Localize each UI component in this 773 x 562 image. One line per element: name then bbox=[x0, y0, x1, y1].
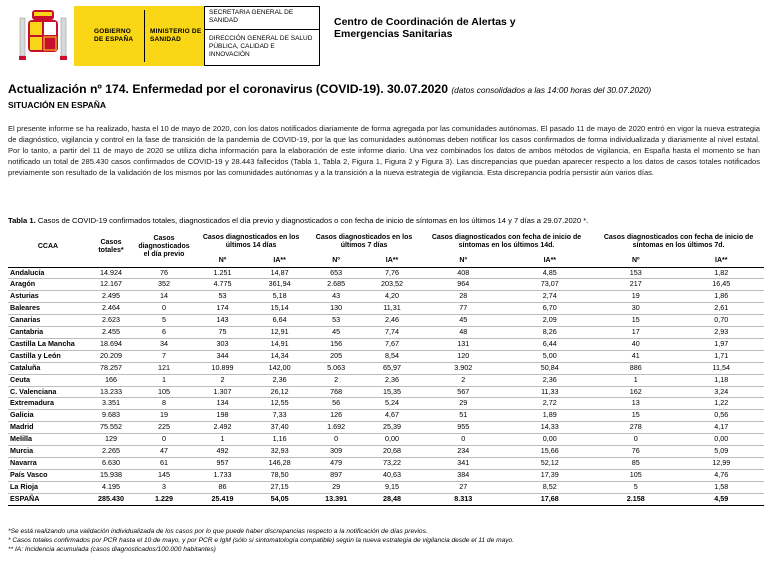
cell-value: 955 bbox=[457, 422, 470, 432]
cell-value: 78,50 bbox=[270, 469, 289, 479]
cell-value: 77 bbox=[459, 303, 468, 313]
cell-ccaa: Cataluña bbox=[10, 362, 41, 372]
cell-value: 15 bbox=[631, 410, 640, 420]
header-sint7: Casos diagnosticados con fecha de inicio de síntomas en los últimos 7d. bbox=[603, 233, 754, 249]
cell-value: 50,84 bbox=[540, 362, 559, 372]
cell-value: 341 bbox=[457, 458, 470, 467]
table-row bbox=[8, 386, 764, 398]
secretaria-label: SECRETARIA GENERAL DE SANIDAD bbox=[205, 7, 319, 30]
cell-value: 34 bbox=[160, 338, 168, 348]
cell-value: 0,00 bbox=[714, 434, 729, 444]
cell-value: 2,46 bbox=[384, 315, 399, 325]
footnote: ** IA: Incidencia acumulada (casos diagnosticados/100.000 habitantes) bbox=[8, 546, 216, 553]
cell-value: 40,63 bbox=[382, 469, 401, 479]
table-total-row bbox=[8, 493, 764, 505]
cell-value: 20,68 bbox=[382, 446, 401, 456]
cell-value: 2,93 bbox=[714, 327, 729, 337]
paragraph-1: El presente informe se ha realizado, hasta el 10 de mayo de 2020, con los datos notificados diariamente de forma agregada por las comunidades autónomas. El pasado 11 de mayo de 2020 entró en vigor la nueva estrategia de diagnóstico, vigilancia y control en la fase de transición de la pandemia de COVID-19, por la que las comunidades autónomas deben notificar los casos confirmados de forma individualizada y diariamente al nivel estatal. Por lo tanto, a partir del 11 de mayo de 2020 se utiliza dicha información para la elaboración de este informe diario. bbox=[8, 124, 760, 155]
cell-value: 75.552 bbox=[100, 422, 122, 432]
cell-value: 153 bbox=[629, 267, 642, 277]
cell-value: 198 bbox=[216, 410, 229, 420]
cell-ccaa: ESPAÑA bbox=[10, 493, 40, 503]
cell-value: 14,91 bbox=[270, 338, 289, 348]
cell-value: 1.307 bbox=[213, 386, 232, 396]
ccaes-label: Centro de Coordinación de Alertas y Emergencias Sanitarias bbox=[334, 16, 516, 40]
cell-value: 174 bbox=[216, 303, 229, 313]
cell-value: 15,66 bbox=[540, 446, 559, 456]
cell-value: 285.430 bbox=[98, 493, 124, 503]
cell-value: 897 bbox=[330, 469, 343, 479]
cell-value: 2.623 bbox=[102, 315, 120, 325]
cell-value: 6.630 bbox=[102, 458, 120, 467]
cell-ccaa: Canarias bbox=[10, 315, 41, 325]
cell-value: 75 bbox=[218, 327, 227, 337]
cell-value: 28 bbox=[459, 291, 468, 301]
cell-value: 2,61 bbox=[714, 303, 729, 313]
cell-value: 166 bbox=[105, 374, 117, 384]
cell-value: 3 bbox=[162, 481, 166, 491]
cell-value: 4.195 bbox=[102, 481, 120, 491]
cell-value: 14.924 bbox=[100, 267, 122, 277]
header-casos-totales: Casos totales* bbox=[98, 239, 124, 255]
cell-value: 65,97 bbox=[382, 362, 401, 372]
cell-value: 85 bbox=[631, 458, 640, 467]
cell-value: 2.495 bbox=[102, 291, 120, 301]
cell-ccaa: Cantabria bbox=[10, 327, 44, 337]
cell-value: 13 bbox=[631, 398, 640, 408]
cell-value: 1,16 bbox=[272, 434, 287, 444]
cell-value: 17,68 bbox=[540, 493, 559, 503]
cell-value: 45 bbox=[332, 327, 341, 337]
cell-value: 4,76 bbox=[714, 469, 729, 479]
cell-value: 0 bbox=[334, 434, 339, 444]
header-n: Nº bbox=[332, 257, 340, 265]
cell-value: 12.167 bbox=[100, 279, 122, 289]
cell-ccaa: Navarra bbox=[10, 458, 37, 467]
cell-value: 1,58 bbox=[714, 481, 729, 491]
cell-ccaa: Aragón bbox=[10, 279, 36, 289]
header-ia: IA** bbox=[385, 257, 399, 265]
header-ccaa: CCAA bbox=[37, 243, 59, 251]
cell-value: 6,44 bbox=[542, 338, 557, 348]
cell-value: 1 bbox=[220, 434, 225, 444]
cell-value: 2.685 bbox=[327, 279, 346, 289]
cell-value: 29 bbox=[459, 398, 468, 408]
cell-ccaa: Galicia bbox=[10, 410, 34, 420]
cell-value: 13.391 bbox=[325, 493, 348, 503]
cell-value: 13.233 bbox=[100, 386, 122, 396]
table-caption-text: Casos de COVID-19 confirmados totales, diagnosticados el día previo y diagnosticados o con fecha de inicio de síntomas en los últimos 14 y 7 días a 29.07.2020 *. bbox=[37, 216, 589, 225]
cell-value: 2.464 bbox=[102, 303, 120, 313]
cell-value: 0 bbox=[633, 434, 638, 444]
cell-value: 567 bbox=[457, 386, 470, 396]
title-main: Actualización nº 174. Enfermedad por el coronavirus (COVID-19). 30.07.2020 bbox=[8, 82, 448, 96]
cell-ccaa: Madrid bbox=[10, 422, 34, 432]
report-header bbox=[12, 6, 762, 66]
cell-value: 2,72 bbox=[542, 398, 557, 408]
cell-value: 234 bbox=[457, 446, 470, 456]
cell-value: 3.351 bbox=[102, 398, 120, 408]
cell-value: 1,22 bbox=[714, 398, 729, 408]
intro-paragraph bbox=[8, 124, 760, 179]
cell-value: 205 bbox=[330, 350, 343, 360]
cell-value: 5 bbox=[633, 481, 638, 491]
cell-value: 3,24 bbox=[714, 386, 729, 396]
cell-value: 53 bbox=[218, 291, 227, 301]
cell-value: 2.158 bbox=[626, 493, 645, 503]
table-footnotes bbox=[8, 527, 514, 554]
cell-value: 162 bbox=[629, 386, 642, 396]
cell-value: 0,70 bbox=[714, 315, 729, 325]
cell-value: 8,26 bbox=[542, 327, 557, 337]
cell-value: 145 bbox=[158, 469, 170, 479]
cell-value: 1.251 bbox=[213, 267, 232, 277]
cell-value: 11,54 bbox=[712, 362, 730, 372]
cell-value: 203,52 bbox=[380, 279, 403, 289]
cell-value: 131 bbox=[457, 338, 470, 348]
table-row bbox=[8, 362, 764, 374]
cell-value: 15,14 bbox=[270, 303, 289, 313]
cell-value: 653 bbox=[330, 267, 343, 277]
table-row bbox=[8, 481, 764, 493]
cell-value: 217 bbox=[629, 279, 642, 289]
cell-value: 0,56 bbox=[714, 410, 729, 420]
coat-of-arms-icon bbox=[18, 8, 68, 64]
cell-value: 19 bbox=[631, 291, 640, 301]
cell-value: 25.419 bbox=[211, 493, 234, 503]
cell-value: 1.692 bbox=[327, 422, 346, 432]
table-row bbox=[8, 338, 764, 350]
cell-ccaa: La Rioja bbox=[10, 481, 38, 491]
cell-value: 278 bbox=[629, 422, 642, 432]
cell-value: 4.775 bbox=[213, 279, 232, 289]
cell-ccaa: Castilla La Mancha bbox=[10, 338, 75, 348]
table-row bbox=[8, 350, 764, 362]
table-row bbox=[8, 446, 764, 458]
cell-value: 225 bbox=[158, 422, 170, 432]
cell-ccaa: País Vasco bbox=[10, 469, 48, 479]
table-caption bbox=[8, 216, 588, 225]
ministry-label: MINISTERIO DE SANIDAD bbox=[150, 28, 202, 43]
cell-value: 4,20 bbox=[384, 291, 399, 301]
cell-value: 2 bbox=[220, 374, 225, 384]
cell-value: 957 bbox=[216, 458, 229, 467]
cell-value: 78.257 bbox=[100, 362, 122, 372]
cell-value: 142,00 bbox=[268, 362, 291, 372]
cell-value: 17,39 bbox=[540, 469, 559, 479]
cell-value: 120 bbox=[457, 350, 470, 360]
cell-value: 20.209 bbox=[100, 350, 122, 360]
cell-value: 2,36 bbox=[384, 374, 399, 384]
cell-value: 0,00 bbox=[542, 434, 557, 444]
cell-ccaa: Baleares bbox=[10, 303, 40, 313]
cell-value: 2 bbox=[334, 374, 339, 384]
cell-value: 16,45 bbox=[712, 279, 731, 289]
cell-value: 9.683 bbox=[102, 410, 120, 420]
cell-value: 73,07 bbox=[540, 279, 559, 289]
header-ia: IA** bbox=[543, 257, 557, 265]
cell-value: 43 bbox=[332, 291, 341, 301]
footnote: * Casos totales confirmados por PCR hasta el 10 de mayo, y por PCR e IgM (sólo si sintomatología compatible) según la nueva estrategia de vigilancia desde el 11 de mayo. bbox=[8, 537, 515, 544]
table-row bbox=[8, 315, 764, 327]
cell-value: 19 bbox=[160, 410, 168, 420]
cell-value: 11,33 bbox=[541, 386, 559, 396]
section-subtitle: SITUACIÓN EN ESPAÑA bbox=[8, 100, 107, 110]
cell-ccaa: Melilla bbox=[10, 434, 32, 444]
cell-value: 1,82 bbox=[714, 267, 729, 277]
table-row bbox=[8, 291, 764, 303]
cell-value: 76 bbox=[631, 446, 640, 456]
cell-value: 73,22 bbox=[382, 458, 401, 467]
cell-value: 130 bbox=[330, 303, 343, 313]
cell-value: 129 bbox=[105, 434, 117, 444]
cell-ccaa: Murcia bbox=[10, 446, 34, 456]
cell-value: 2,36 bbox=[542, 374, 557, 384]
cell-value: 1,71 bbox=[714, 350, 729, 360]
cell-value: 14,33 bbox=[540, 422, 559, 432]
cell-value: 53 bbox=[332, 315, 341, 325]
cell-value: 1 bbox=[633, 374, 638, 384]
cell-value: 146,28 bbox=[268, 458, 291, 467]
cell-value: 105 bbox=[158, 386, 170, 396]
cell-value: 5,00 bbox=[542, 350, 557, 360]
cell-value: 0 bbox=[162, 434, 166, 444]
cell-value: 408 bbox=[457, 267, 470, 277]
page-title bbox=[8, 82, 651, 96]
cell-value: 47 bbox=[160, 446, 168, 456]
table-row bbox=[8, 398, 764, 410]
cell-value: 1 bbox=[162, 374, 166, 384]
cell-value: 2,74 bbox=[542, 291, 557, 301]
table-row bbox=[8, 469, 764, 481]
cell-value: 7,76 bbox=[384, 267, 399, 277]
table-row bbox=[8, 458, 764, 470]
cell-value: 886 bbox=[629, 362, 642, 372]
cell-value: 28,48 bbox=[382, 493, 401, 503]
cell-value: 8 bbox=[162, 398, 166, 408]
cell-value: 15.938 bbox=[100, 469, 122, 479]
paragraph-2: Una vez combinados los datos de ambos métodos de vigilancia, en España hasta el momento se han notificado un total de 285.430 casos confirmados de COVID-19 y 28.443 fallecidos (Tabla 1, Tabla 2, Figura 1, Figura 2 y Figura 3). Las discrepancias que puedan aparecer respecto a los datos de casos totales notificados previamente son resultado de la validación de los mismos por las comunidades autónomas y a la transición a la nueva estrategia de vigilancia. Esta discrepancia podría persistir aún varios días. bbox=[8, 145, 760, 177]
table-caption-label: Tabla 1. bbox=[8, 216, 36, 225]
cell-value: 1,97 bbox=[714, 338, 729, 348]
secretaria-box bbox=[204, 6, 320, 66]
government-label: GOBIERNO DE ESPAÑA bbox=[94, 28, 134, 43]
cell-value: 6,70 bbox=[542, 303, 557, 313]
cell-value: 0 bbox=[461, 434, 466, 444]
header-diag7: Casos diagnosticados en los últimos 7 días bbox=[315, 233, 413, 249]
cell-value: 105 bbox=[629, 469, 642, 479]
cell-value: 4,17 bbox=[714, 422, 729, 432]
table-row bbox=[8, 434, 764, 446]
cell-value: 27,15 bbox=[270, 481, 289, 491]
cell-value: 15,35 bbox=[382, 386, 401, 396]
cell-value: 2,36 bbox=[272, 374, 287, 384]
cell-value: 40 bbox=[631, 338, 640, 348]
direccion-label: DIRECCIÓN GENERAL DE SALUD PÚBLICA, CALIDAD E INNOVACIÓN bbox=[209, 35, 313, 58]
cell-value: 5,18 bbox=[272, 291, 287, 301]
cell-value: 7,74 bbox=[384, 327, 399, 337]
cell-value: 61 bbox=[160, 458, 168, 467]
covid-cases-table bbox=[8, 228, 764, 506]
table-row bbox=[8, 303, 764, 315]
table-row bbox=[8, 327, 764, 339]
cell-value: 121 bbox=[158, 362, 170, 372]
cell-value: 0,00 bbox=[384, 434, 399, 444]
cell-value: 30 bbox=[631, 303, 640, 313]
cell-value: 26,12 bbox=[270, 386, 289, 396]
cell-value: 10.899 bbox=[211, 362, 234, 372]
cell-value: 7,33 bbox=[272, 410, 287, 420]
cell-value: 18.694 bbox=[100, 338, 122, 348]
cell-value: 14,87 bbox=[270, 267, 289, 277]
cell-value: 1.229 bbox=[155, 493, 173, 503]
header-dia-previo: Casos diagnosticados el día previo bbox=[138, 234, 190, 259]
header-ia: IA** bbox=[715, 257, 728, 265]
cell-ccaa: Extremadura bbox=[10, 398, 54, 408]
cell-ccaa: Castilla y León bbox=[10, 350, 61, 360]
cell-value: 12,55 bbox=[270, 398, 289, 408]
cell-value: 17 bbox=[631, 327, 640, 337]
cell-value: 8.313 bbox=[454, 493, 473, 503]
cell-value: 0 bbox=[162, 303, 166, 313]
cell-value: 52,12 bbox=[540, 458, 559, 467]
cell-value: 5,09 bbox=[714, 446, 729, 456]
cell-value: 2,09 bbox=[542, 315, 557, 325]
cell-ccaa: Ceuta bbox=[10, 374, 30, 384]
cell-value: 5 bbox=[162, 315, 166, 325]
cell-value: 1,89 bbox=[542, 410, 557, 420]
cell-value: 2.492 bbox=[213, 422, 232, 432]
cell-value: 41 bbox=[631, 350, 640, 360]
cell-value: 352 bbox=[158, 279, 170, 289]
cell-value: 5,24 bbox=[384, 398, 399, 408]
cell-value: 56 bbox=[332, 398, 341, 408]
cell-value: 4,85 bbox=[542, 267, 557, 277]
cell-value: 8,52 bbox=[542, 481, 557, 491]
cell-value: 126 bbox=[330, 410, 343, 420]
cell-value: 15 bbox=[631, 315, 640, 325]
cell-ccaa: Andalucía bbox=[10, 267, 45, 277]
cell-value: 86 bbox=[218, 481, 227, 491]
cell-value: 384 bbox=[457, 469, 470, 479]
footnote: *Se está realizando una validación individualizada de los casos por lo que puede haber discrepancias respecto a la notificación de días previos. bbox=[8, 528, 428, 535]
cell-value: 3.902 bbox=[454, 362, 473, 372]
header-diag14: Casos diagnosticados en los últimos 14 días bbox=[202, 233, 300, 249]
cell-value: 32,93 bbox=[270, 446, 289, 456]
cell-value: 51 bbox=[459, 410, 468, 420]
cell-value: 12,99 bbox=[712, 458, 731, 467]
cell-value: 492 bbox=[216, 446, 229, 456]
header-n: Nº bbox=[459, 257, 468, 265]
cell-value: 361,94 bbox=[268, 279, 291, 289]
cell-value: 45 bbox=[459, 315, 468, 325]
table-row bbox=[8, 374, 764, 386]
cell-value: 1,18 bbox=[714, 374, 729, 384]
cell-value: 14,34 bbox=[270, 350, 289, 360]
cell-value: 303 bbox=[216, 338, 229, 348]
cell-value: 6 bbox=[162, 327, 166, 337]
cell-value: 14 bbox=[160, 291, 168, 301]
cell-value: 2.455 bbox=[102, 327, 120, 337]
header-n: Nº bbox=[631, 257, 640, 265]
cell-value: 25,39 bbox=[382, 422, 401, 432]
cell-value: 1.733 bbox=[213, 469, 232, 479]
cell-value: 48 bbox=[459, 327, 468, 337]
cell-value: 6,64 bbox=[272, 315, 287, 325]
cell-value: 156 bbox=[330, 338, 343, 348]
cell-ccaa: Asturias bbox=[10, 291, 39, 301]
cell-value: 27 bbox=[459, 481, 468, 491]
cell-value: 8,54 bbox=[384, 350, 399, 360]
cell-value: 134 bbox=[216, 398, 229, 408]
cell-value: 12,91 bbox=[270, 327, 289, 337]
cell-value: 4,67 bbox=[384, 410, 399, 420]
table-row bbox=[8, 422, 764, 434]
cell-value: 768 bbox=[330, 386, 343, 396]
header-ia: IA** bbox=[273, 257, 286, 265]
title-date-note: (datos consolidados a las 14:00 horas del 30.07.2020) bbox=[451, 85, 652, 95]
government-banner bbox=[74, 6, 204, 66]
cell-value: 143 bbox=[216, 315, 229, 325]
table-row bbox=[8, 267, 764, 279]
cell-value: 37,40 bbox=[270, 422, 289, 432]
cell-value: 54,05 bbox=[270, 493, 289, 503]
header-sint14: Casos diagnosticados con fecha de inicio de síntomas en los últimos 14d. bbox=[431, 233, 582, 249]
cell-value: 7 bbox=[162, 350, 166, 360]
cell-value: 309 bbox=[330, 446, 343, 456]
cell-value: 2.265 bbox=[102, 446, 120, 456]
cell-value: 7,67 bbox=[384, 338, 399, 348]
table-row bbox=[8, 279, 764, 291]
cell-value: 76 bbox=[160, 267, 168, 277]
table-row bbox=[8, 410, 764, 422]
cell-value: 4,59 bbox=[714, 493, 729, 503]
cell-value: 1,86 bbox=[714, 291, 729, 301]
cell-ccaa: C. Valenciana bbox=[10, 386, 57, 396]
cell-value: 479 bbox=[330, 458, 343, 467]
cell-value: 2 bbox=[461, 374, 466, 384]
cell-value: 964 bbox=[457, 279, 470, 289]
cell-value: 5.063 bbox=[327, 362, 346, 372]
header-n: Nº bbox=[218, 257, 227, 265]
cell-value: 11,31 bbox=[383, 303, 401, 313]
cell-value: 9,15 bbox=[384, 481, 399, 491]
cell-value: 29 bbox=[332, 481, 341, 491]
cell-value: 344 bbox=[216, 350, 229, 360]
